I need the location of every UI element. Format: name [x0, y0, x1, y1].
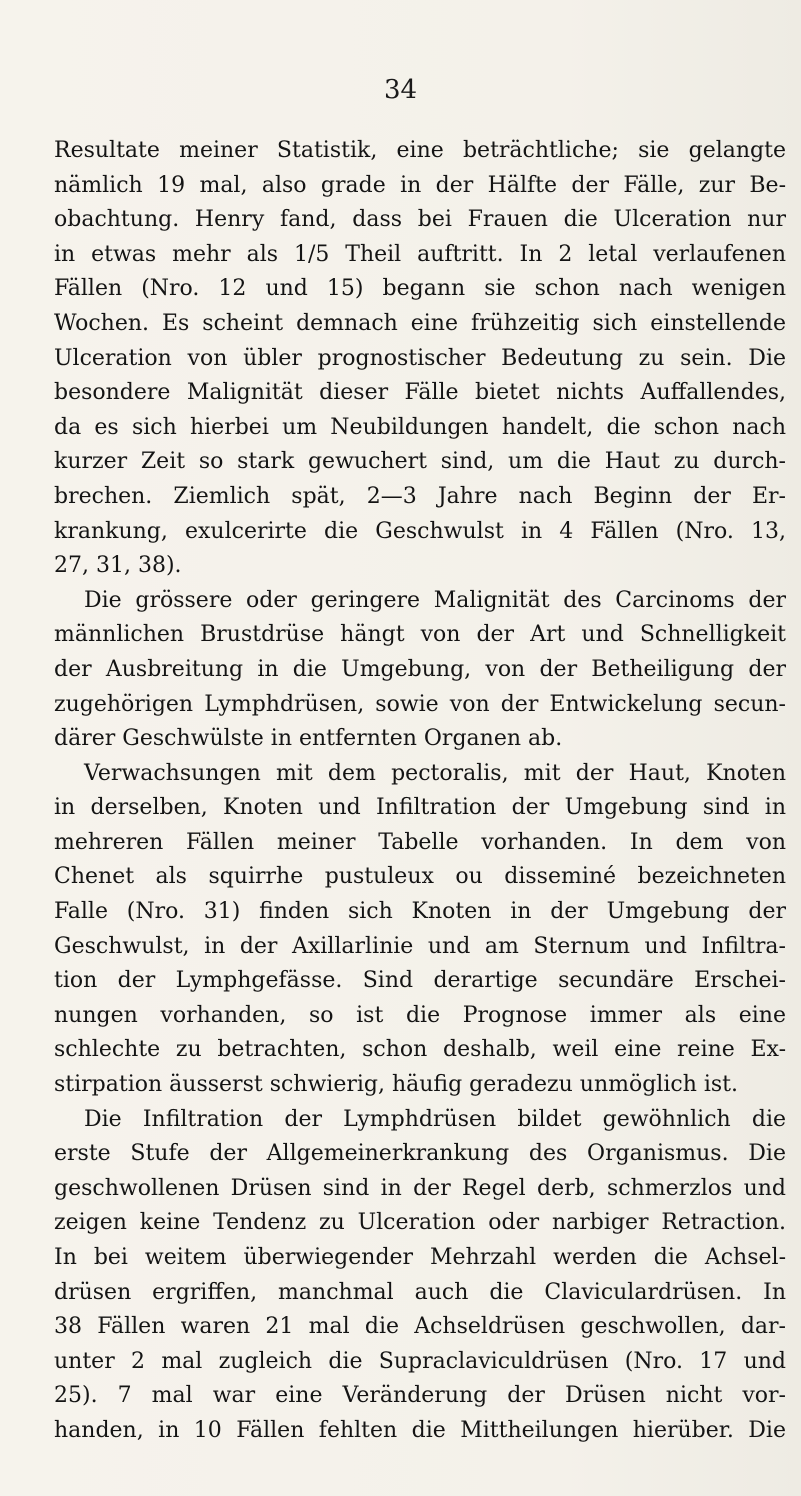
text-line: krankung, exulcerirte die Geschwulst in 4 Fällen (Nro. 13,: [54, 518, 786, 544]
text-line: Die grössere oder geringere Malignität des Carcinoms der: [84, 587, 786, 613]
text-line: In bei weitem überwiegender Mehrzahl werden die Achsel-: [54, 1245, 786, 1270]
text-line: Resultate meiner Statistik, eine beträchtliche; sie gelangte: [54, 138, 786, 163]
text-line: 27, 31, 38).: [54, 553, 182, 579]
text-line: schlechte zu betrachten, schon deshalb, weil eine reine Ex-: [54, 1037, 786, 1063]
text-line: geschwollenen Drüsen sind in der Regel derb, schmerzlos und: [54, 1175, 786, 1201]
text-line: nämlich 19 mal, also grade in der Hälfte der Fälle, zur Be-: [54, 172, 786, 198]
page-number: 34: [383, 75, 418, 105]
text-line: Falle (Nro. 31) finden sich Knoten in der Umgebung der: [54, 899, 786, 925]
body-text: [54, 134, 786, 1449]
text-line: mehreren Fällen meiner Tabelle vorhanden. In dem von: [54, 829, 786, 855]
text-line: da es sich hierbei um Neubildungen handelt, die schon nach: [54, 414, 786, 440]
text-line: der Ausbreitung in die Umgebung, von der Betheiligung der: [54, 656, 786, 682]
text-line: drüsen ergriffen, manchmal auch die Claviculardrüsen. In: [54, 1279, 786, 1305]
text-line: stirpation äusserst schwierig, häufig geradezu unmöglich ist.: [54, 1072, 739, 1098]
text-line: Verwachsungen mit dem pectoralis, mit der Haut, Knoten: [84, 760, 786, 786]
text-line: zeigen keine Tendenz zu Ulceration oder narbiger Retraction.: [54, 1210, 786, 1236]
text-line: därer Geschwülste in entfernten Organen ab.: [54, 726, 563, 752]
text-line: Die Infiltration der Lymphdrüsen bildet gewöhnlich die: [84, 1106, 786, 1132]
text-line: brechen. Ziemlich spät, 2—3 Jahre nach Beginn der Er-: [54, 483, 786, 509]
text-line: obachtung. Henry fand, dass bei Frauen die Ulceration nur: [54, 207, 786, 233]
text-line: Geschwulst, in der Axillarlinie und am Sternum und Infiltra-: [54, 933, 786, 959]
text-line: handen, in 10 Fällen fehlten die Mittheilungen hierüber. Die: [54, 1417, 786, 1443]
text-line: in etwas mehr als 1/5 Theil auftritt. In 2 letal verlaufenen: [54, 241, 786, 267]
text-line: erste Stufe der Allgemeinerkrankung des Organismus. Die: [54, 1141, 786, 1167]
text-line: kurzer Zeit so stark gewuchert sind, um die Haut zu durch-: [54, 449, 786, 475]
text-line: unter 2 mal zugleich die Supraclaviculdrüsen (Nro. 17 und: [54, 1348, 786, 1374]
text-line: männlichen Brustdrüse hängt von der Art und Schnelligkeit: [54, 622, 786, 648]
text-line: Wochen. Es scheint demnach eine frühzeitig sich einstellende: [54, 310, 786, 336]
text-line: tion der Lymphgefässe. Sind derartige secundäre Erschei-: [54, 968, 786, 994]
text-line: Fällen (Nro. 12 und 15) begann sie schon nach wenigen: [54, 276, 786, 302]
text-line: 25). 7 mal war eine Veränderung der Drüsen nicht vor-: [54, 1383, 786, 1409]
text-line: nungen vorhanden, so ist die Prognose immer als eine: [54, 1002, 786, 1028]
text-line: 38 Fällen waren 21 mal die Achseldrüsen geschwollen, dar-: [54, 1314, 786, 1340]
text-line: in derselben, Knoten und Infiltration der Umgebung sind in: [54, 795, 786, 821]
text-line: Ulceration von übler prognostischer Bedeutung zu sein. Die: [54, 345, 786, 371]
text-line: Chenet als squirrhe pustuleux ou disseminé bezeichneten: [54, 864, 786, 890]
text-line: zugehörigen Lymphdrüsen, sowie von der Entwickelung secun-: [54, 691, 786, 717]
text-line: besondere Malignität dieser Fälle bietet nichts Auffallendes,: [54, 380, 786, 406]
